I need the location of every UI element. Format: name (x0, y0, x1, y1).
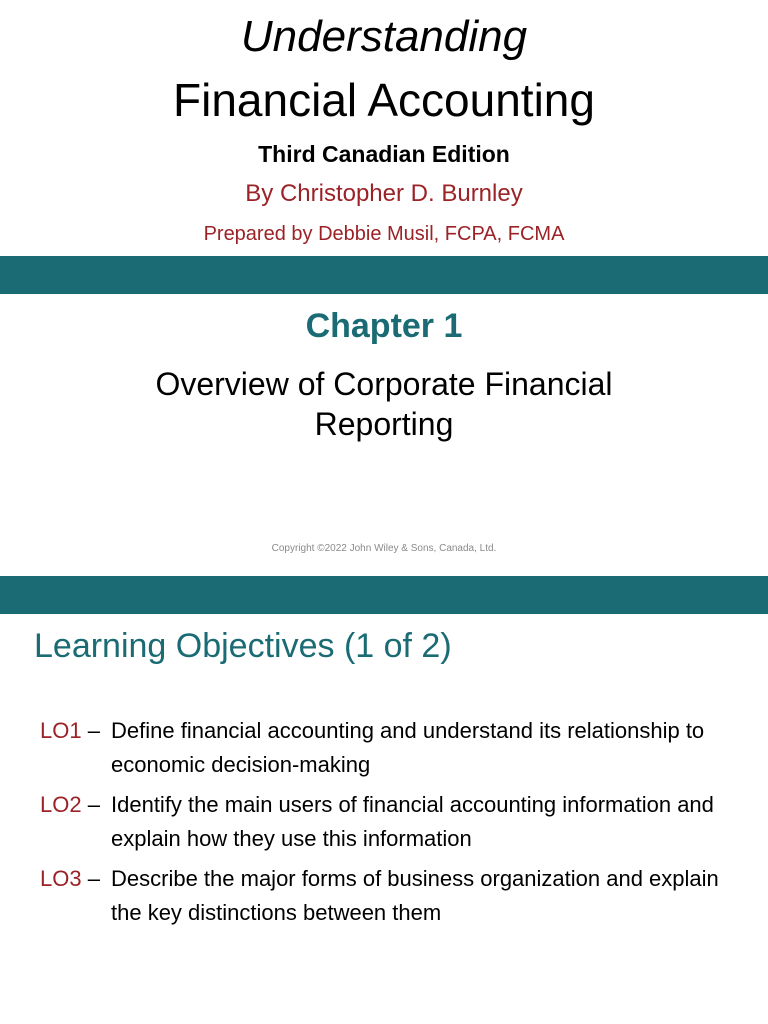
objective-text: Define financial accounting and understand its relationship to economic decision-making (111, 718, 705, 777)
slide-separator-band (0, 256, 768, 294)
chapter-title: Overview of Corporate Financial Reporting (155, 366, 613, 442)
cover-slide (0, 0, 768, 256)
objectives-heading: Learning Objectives (1 of 2) (34, 627, 452, 665)
author-line: By Christopher D. Burnley (245, 180, 523, 207)
edition-label: Third Canadian Edition (258, 141, 510, 167)
objective-text: Describe the major forms of business organization and explain the key distinctions between them (111, 866, 719, 925)
objective-dash: – (87, 866, 100, 891)
objective-code: LO3 (40, 866, 82, 891)
list-item (40, 788, 740, 856)
list-item (40, 714, 740, 782)
objective-prefix (40, 862, 100, 896)
objective-prefix (40, 788, 100, 822)
prepared-by-line: Prepared by Debbie Musil, FCPA, FCMA (203, 223, 565, 245)
objective-prefix (40, 714, 100, 748)
slide-separator-band (0, 576, 768, 614)
title-financial-accounting: Financial Accounting (173, 74, 595, 126)
chapter-slide (0, 294, 768, 576)
objective-dash: – (87, 718, 100, 743)
copyright-notice: Copyright ©2022 John Wiley & Sons, Canada, Ltd. (271, 543, 497, 554)
chapter-label: Chapter 1 (305, 307, 463, 345)
list-item (40, 862, 740, 930)
objectives-list (40, 714, 740, 936)
objective-dash: – (87, 792, 100, 817)
objective-code: LO1 (40, 718, 82, 743)
objective-code: LO2 (40, 792, 82, 817)
objective-text: Identify the main users of financial accounting information and explain how they use this information (111, 792, 714, 851)
title-understanding: Understanding (240, 12, 528, 61)
objectives-slide (0, 614, 768, 1024)
